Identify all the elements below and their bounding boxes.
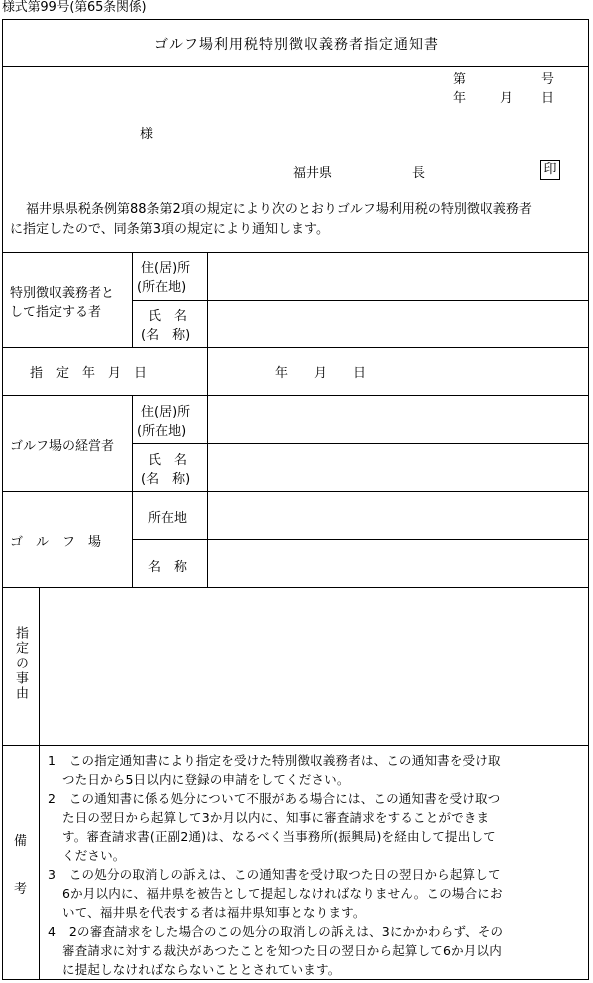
table-line [207,252,208,587]
form-number-label: 様式第99号(第65条関係) [2,0,147,15]
remarks-line: 1 この指定通知書により指定を受けた特別徴収義務者は、この通知書を受け取 [48,753,501,768]
remarks-line: に提起しなければならないこととされています。 [62,962,341,977]
table-line [2,347,589,348]
date-year: 年 [453,91,467,106]
remarks-line: 6か月以内に、福井県を被告として提起しなければなりません。この場合にお [62,886,503,901]
table-line [39,587,40,980]
remarks-line: ください。 [62,848,126,863]
table-line [2,252,589,253]
table-line [132,443,589,444]
table-line [2,745,589,746]
table-line [2,587,589,588]
addressee-sama: 様 [140,127,154,142]
table-line [132,252,133,347]
designee-address-label2: (所在地) [137,280,187,295]
designee-address-label1: 住(居)所 [141,261,191,276]
operator-address-label1: 住(居)所 [141,405,191,420]
operator-address-label2: (所在地) [137,424,187,439]
designee-label-line2: して指定する者 [10,305,102,320]
seal-stamp: 印 [540,160,560,180]
title-divider [2,66,589,67]
remarks-line: つた日から5日以内に登録の申請をしてください。 [62,772,350,787]
remarks-line: 4 2の審査請求をした場合のこの処分の取消しの訴えは、3にかかわらず、その [48,924,504,939]
number-dai: 第 [453,72,467,87]
table-line [132,539,589,540]
table-line [2,491,589,492]
designee-name-label1: 氏 名 [148,309,188,324]
issuer-prefecture: 福井県 [293,166,333,181]
designation-date-label: 指 定 年 月 日 [30,366,148,381]
golf-course-location-label: 所在地 [148,511,188,526]
body-text-line2: に指定したので、同条第3項の規定により通知します。 [10,222,329,237]
golf-course-label: ゴ ル フ 場 [10,535,102,550]
number-go: 号 [541,72,555,87]
remarks-line: 3 この処分の取消しの訴えは、この通知書を受け取つた日の翌日から起算して [48,867,501,882]
operator-name-label2: (名 称) [141,472,191,487]
date-month: 月 [500,91,514,106]
document-title: ゴルフ場利用税特別徴収義務者指定通知書 [154,37,439,53]
remarks-line: 2 この通知書に係る処分について不服がある場合には、この通知書を受け取つ [48,791,501,806]
designation-date-value: 年 月 日 [275,366,367,381]
remarks-line: 審査請求に対する裁決があつたことを知つた日の翌日から起算して6か月以内 [62,943,502,958]
designee-name-label2: (名 称) [141,328,191,343]
remarks-label-bottom: 考 [14,882,28,897]
remarks-label-top: 備 [14,834,28,849]
table-line [2,395,589,396]
table-line [132,395,133,587]
body-text-line1: 福井県県税条例第88条第2項の規定により次のとおりゴルフ場利用税の特別徴収義務者 [26,202,532,217]
golf-course-name-label: 名 称 [148,560,188,575]
remarks-line: す。審査請求書(正副2通)は、なるべく当事務所(振興局)を経由して提出して [62,829,496,844]
designee-label-line1: 特別徴収義務者と [10,286,115,301]
reason-label: 指定の事由 [13,626,28,701]
table-line [132,300,589,301]
date-day: 日 [541,91,555,106]
operator-label: ゴルフ場の経営者 [10,439,115,454]
operator-name-label1: 氏 名 [148,453,188,468]
remarks-line: いて、福井県を代表する者は福井県知事となります。 [62,905,366,920]
issuer-chief: 長 [412,166,426,181]
remarks-line: た日の翌日から起算して3か月以内に、知事に審査請求をすることができま [62,810,490,825]
